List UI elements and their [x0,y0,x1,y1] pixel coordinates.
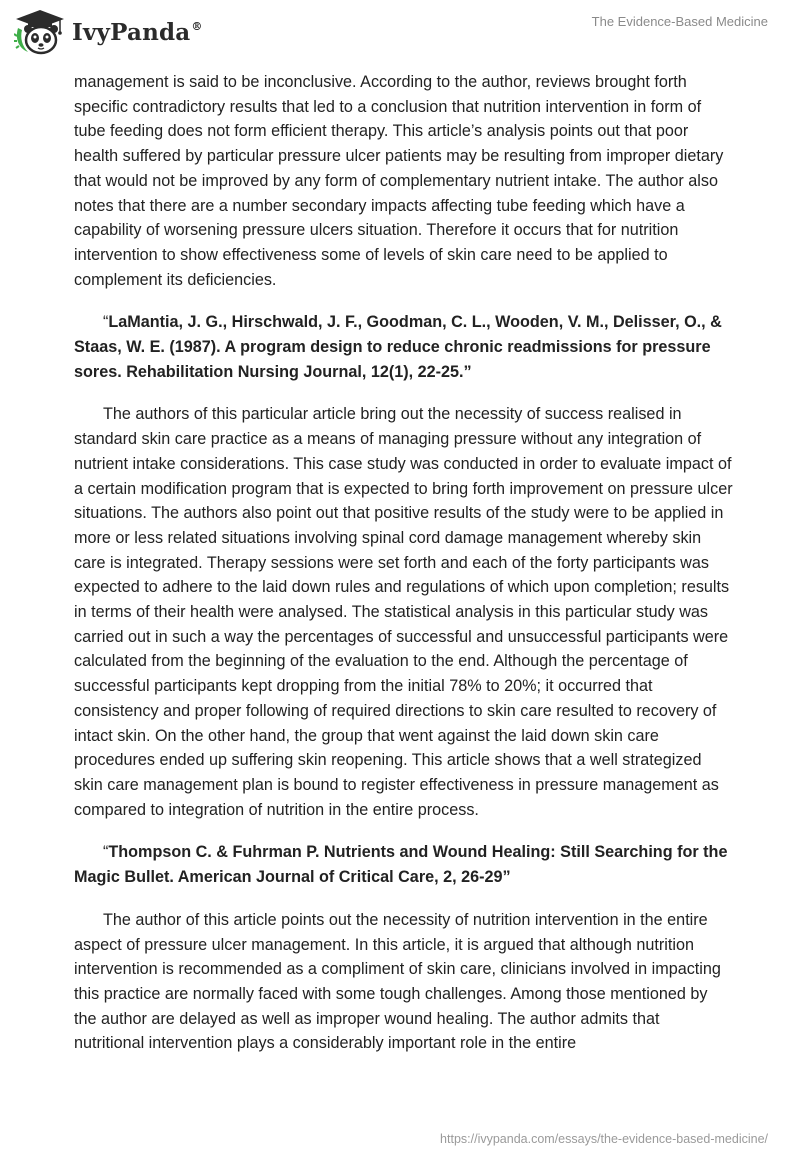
citation-lamantia: “LaMantia, J. G., Hirschwald, J. F., Goodman, C. L., Wooden, V. M., Delisser, O., & Staas, W. E. (1987). A program design to reduce chronic readmissions for pressure sores. Rehabilitation Nursing Journal, 12(1), 22-25.” [74,313,722,381]
document-title: The Evidence-Based Medicine [591,14,768,29]
brand-name: IvyPanda® [72,18,203,46]
source-url[interactable]: https://ivypanda.com/essays/the-evidence-based-medicine/ [440,1132,768,1146]
panda-graduate-icon [14,8,66,56]
citation-thompson: “Thompson C. & Fuhrman P. Nutrients and Wound Healing: Still Searching for the Magic Bullet. American Journal of Critical Care, 2, 26-29” [74,843,728,887]
page-header [0,0,800,64]
paragraph-thompson-summary: The author of this article points out the necessity of nutrition intervention in the entire aspect of pressure ulcer management. In this article, it is argued that although nutrition intervention is recommended as a compliment of skin care, clinicians involved in impacting this practice are normally faced with some tough challenges. Among those mentioned by the author are delayed as well as improper wound healing. The author admits that nutritional intervention plays a considerably important role in the entire [74,910,721,1053]
essay-body [74,70,734,1074]
paragraph-lamantia-summary: The authors of this particular article bring out the necessity of success realised in standard skin care practice as a means of managing pressure without any integration of nutrient intake considerations. This case study was conducted in order to evaluate impact of a certain modification program that is expected to bring forth improvement on pressure ulcer situations. The authors also point out that positive results of the study were to be applied in more or less related situations involving spinal cord damage management whereby skin care is integrated. Therapy sessions were set forth and each of the forty participants was expected to adhere to the laid down rules and regulations of which upon completion; results in terms of their health were analysed. The statistical analysis in this particular study was carried out in such a way the percentages of successful and unsuccessful participants were calculated from the beginning of the evaluation to the end. Although the percentage of successful participants kept dropping from the initial 78% to 20%; it occurred that consistency and proper following of required directions to skin care resulted to recovery of intact skin. On the other hand, the group that went against the laid down skin care procedures ended up suffering skin reopening. This article shows that a well strategized skin care management plan is bound to register effectiveness in pressure management as compared to integration of nutrition in the entire process. [74,405,733,819]
paragraph-continuation: management is said to be inconclusive. According to the author, reviews brought forth specific contradictory results that led to a conclusion that nutrition intervention in form of tube feeding does not form efficient therapy. This article’s analysis points out that poor health suffered by particular pressure ulcer patients may be resulting from improper dietary that would not be improved by any form of complementary nutrient intake. The author also notes that there are a number secondary impacts affecting tube feeding which have a capability of worsening pressure ulcers situation. Therefore it occurs that for nutrition intervention to show effectiveness some of levels of skin care need to be applied to complement its deficiencies. [74,73,724,289]
brand-logo[interactable] [14,6,203,58]
